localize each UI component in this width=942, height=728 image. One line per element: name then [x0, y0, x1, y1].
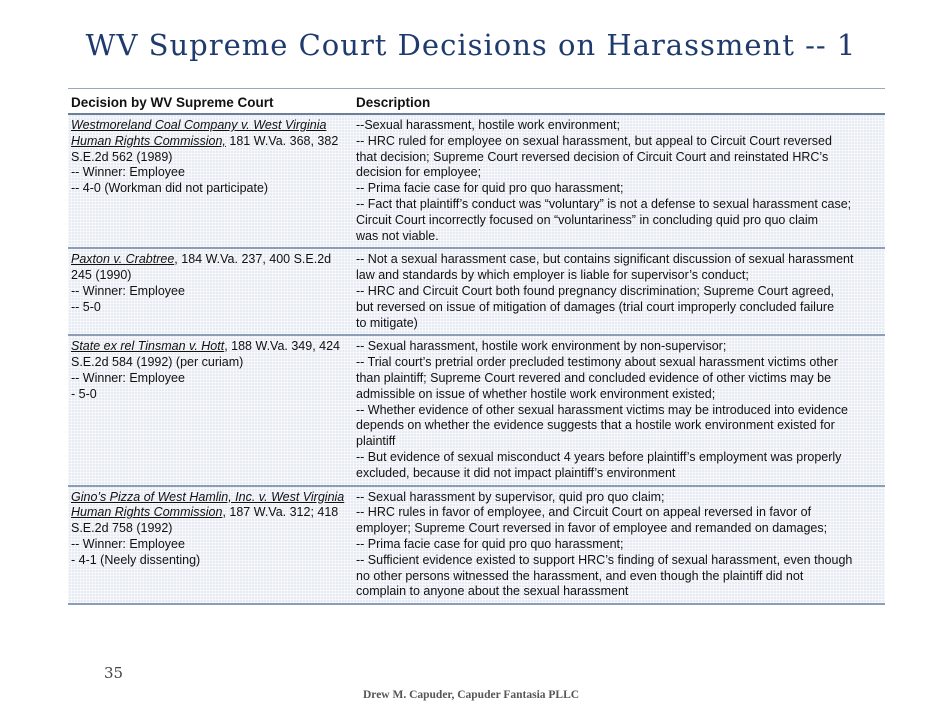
- description-line: -- Sexual harassment by supervisor, quid pro quo claim;: [356, 489, 665, 504]
- description-line: -- But evidence of sexual misconduct 4 years before plaintiff’s employment was properly: [356, 449, 842, 464]
- table-row: [68, 249, 885, 336]
- description-line: -- Not a sexual harassment case, but contains significant discussion of sexual harassment: [356, 252, 854, 267]
- description-line: Circuit Court incorrectly focused on “voluntariness” in concluding quid pro quo claim: [356, 212, 819, 227]
- page-title: WV Supreme Court Decisions on Harassment -- 1: [85, 28, 857, 62]
- description-line: -- HRC ruled for employee on sexual harassment, but appeal to Circuit Court reversed: [356, 133, 832, 148]
- decision-cell: [68, 487, 356, 604]
- description-line: was not viable.: [356, 228, 439, 243]
- decision-text: S.E.2d 562 (1989): [71, 149, 173, 164]
- decision-text: S.E.2d 584 (1992) (per curiam): [71, 355, 244, 370]
- decision-line: [71, 537, 352, 553]
- decision-text: - 5-0: [71, 386, 97, 401]
- table-row: [68, 115, 885, 249]
- decision-line: [71, 268, 352, 284]
- table-row: [68, 336, 885, 486]
- description-cell: [356, 487, 885, 604]
- description-cell: [356, 336, 885, 484]
- description-line: -- HRC rules in favor of employee, and Circuit Court on appeal reversed in favor of: [356, 505, 812, 520]
- description-line: but reversed on issue of mitigation of damages (trial court improperly concluded failure: [356, 299, 835, 314]
- description-line: depends on whether the evidence suggests that a hostile work environment existed for: [356, 418, 835, 433]
- case-citation: State ex rel Tinsman v. Hott: [71, 339, 225, 354]
- description-line: to mitigate): [356, 315, 418, 330]
- decision-text: , 187 W.Va. 312; 418: [222, 505, 339, 520]
- decision-cell: [68, 115, 356, 247]
- description-line: -- Whether evidence of other sexual harassment victims may be introduced into evidence: [356, 402, 848, 417]
- description-cell: [356, 249, 885, 334]
- decision-line: [71, 118, 352, 134]
- description-line: than plaintiff; Supreme Court revered and concluded evidence of other victims may be: [356, 370, 832, 385]
- description-line: -- HRC and Circuit Court both found pregnancy discrimination; Supreme Court agreed,: [356, 283, 835, 298]
- table-body: [68, 115, 885, 605]
- page-number: 35: [104, 664, 124, 682]
- decision-text: , 188 W.Va. 349, 424: [224, 339, 341, 354]
- header-decision: Decision by WV Supreme Court: [71, 94, 274, 110]
- description-line: -- Prima facie case for quid pro quo harassment;: [356, 536, 624, 551]
- description-line: -- Sufficient evidence existed to support HRC’s finding of sexual harassment, even though: [356, 552, 853, 567]
- decision-line: [71, 252, 352, 268]
- decision-line: [71, 134, 352, 150]
- description-line: excluded, because it did not impact plaintiff’s environment: [356, 465, 676, 480]
- decision-cell: [68, 336, 356, 484]
- decision-text: S.E.2d 758 (1992): [71, 521, 173, 536]
- decision-line: [71, 371, 352, 387]
- description-line: that decision; Supreme Court reversed decision of Circuit Court and reinstated HRC’s: [356, 149, 829, 164]
- header-description: Description: [356, 94, 431, 110]
- decision-text: 181 W.Va. 368, 382: [225, 133, 339, 148]
- decision-text: - 4-1 (Neely dissenting): [71, 552, 201, 567]
- description-line: -- Prima facie case for quid pro quo harassment;: [356, 181, 624, 196]
- decision-text: 245 (1990): [71, 268, 132, 283]
- case-citation: Gino’s Pizza of West Hamlin, Inc. v. West Virginia: [71, 489, 345, 504]
- decision-text: -- Winner: Employee: [71, 283, 185, 298]
- decision-line: [71, 521, 352, 537]
- description-line: employer; Supreme Court reversed in favor of employee and remanded on damages;: [356, 521, 828, 536]
- case-citation: Human Rights Commission: [71, 505, 223, 520]
- decision-text: -- Winner: Employee: [71, 370, 185, 385]
- description-line: complain to anyone about the sexual harassment: [356, 584, 629, 599]
- case-citation: Human Rights Commission,: [71, 133, 226, 148]
- footer-credit: Drew M. Capuder, Capuder Fantasia PLLC: [363, 689, 580, 701]
- decision-line: [71, 150, 352, 166]
- decision-cell: [68, 249, 356, 334]
- decision-text: -- 4-0 (Workman did not participate): [71, 181, 269, 196]
- decision-line: [71, 339, 352, 355]
- decision-line: [71, 300, 352, 316]
- table-header-row: [68, 88, 885, 115]
- decision-text: -- Winner: Employee: [71, 165, 185, 180]
- decision-line: [71, 165, 352, 181]
- description-line: -- Fact that plaintiff’s conduct was “voluntary” is not a defense to sexual harassment case;: [356, 196, 852, 211]
- description-line: --Sexual harassment, hostile work environment;: [356, 118, 621, 132]
- description-line: -- Sexual harassment, hostile work environment by non-supervisor;: [356, 339, 727, 354]
- decision-line: [71, 553, 352, 569]
- case-citation: Paxton v. Crabtree: [71, 252, 175, 267]
- case-citation: Westmoreland Coal Company v. West Virginia: [71, 118, 327, 132]
- description-line: decision for employee;: [356, 165, 482, 180]
- decision-line: [71, 181, 352, 197]
- description-line: plaintiff: [356, 434, 396, 449]
- description-line: admissible on issue of whether hostile work environment existed;: [356, 386, 716, 401]
- description-line: law and standards by which employer is liable for supervisor’s conduct;: [356, 268, 749, 283]
- decision-text: -- Winner: Employee: [71, 536, 185, 551]
- decision-line: [71, 284, 352, 300]
- decision-line: [71, 490, 352, 506]
- decisions-table: [68, 88, 885, 605]
- description-cell: [356, 115, 885, 247]
- decision-text: -- 5-0: [71, 299, 101, 314]
- decision-line: [71, 505, 352, 521]
- table-row: [68, 487, 885, 606]
- decision-text: , 184 W.Va. 237, 400 S.E.2d: [174, 252, 332, 267]
- description-line: -- Trial court’s pretrial order precluded testimony about sexual harassment victims other: [356, 355, 838, 370]
- description-line: no other persons witnessed the harassment, and even though the plaintiff did not: [356, 568, 804, 583]
- decision-line: [71, 355, 352, 371]
- decision-line: [71, 387, 352, 403]
